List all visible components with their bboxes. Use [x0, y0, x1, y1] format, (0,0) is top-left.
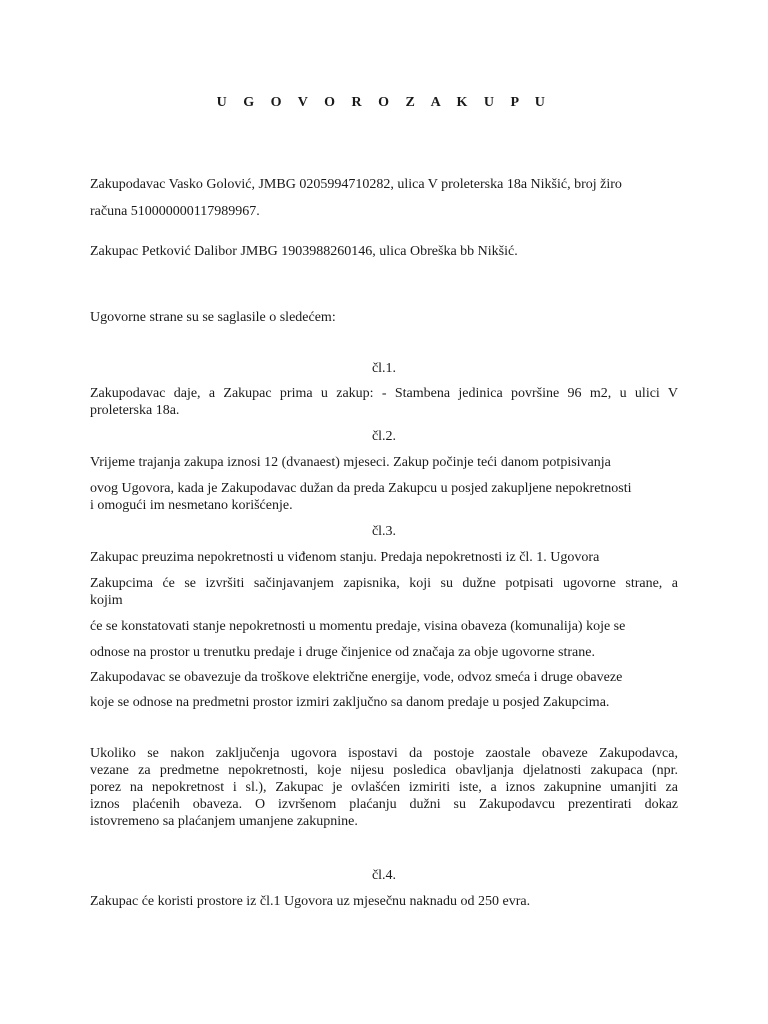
- article-1-line-1: Zakupodavac daje, a Zakupac prima u zakup: - Stambena jedinica površine 96 m2, u ulici V: [90, 386, 678, 401]
- obligations-line-3: porez na nepokretnost i sl.), Zakupac je ovlašćen izmiriti iste, a iznos zakupnine umanjiti za: [90, 780, 678, 795]
- article-4-line-1: Zakupac će koristi prostore iz čl.1 Ugovora uz mjesečnu naknadu od 250 evra.: [90, 894, 531, 909]
- obligations-line-4: iznos plaćenih obaveza. O izvršenom plaćanju dužni su Zakupodavcu prezentirati dokaz: [90, 797, 678, 812]
- article-3-line-1: Zakupac preuzima nepokretnosti u viđenom stanju. Predaja nepokretnosti iz čl. 1. Ugovora: [90, 550, 600, 565]
- article-3-line-6: Zakupodavac se obavezuje da troškove električne energije, vode, odvoz smeća i druge obaveze: [90, 670, 623, 685]
- article-1-line-2: proleterska 18a.: [90, 403, 180, 418]
- article-3-line-4: će se konstatovati stanje nepokretnosti u momentu predaje, visina obaveza (komunalija) koje se: [90, 619, 626, 634]
- article-2-heading: čl.2.: [371, 429, 397, 444]
- obligations-line-2: vezane za predmetne nepokretnosti, koje nijesu posledica obavljanja djelatnosti zakupaca (npr.: [90, 763, 678, 778]
- article-3-heading: čl.3.: [371, 524, 397, 539]
- contract-title: U G O V O R O Z A K U P U: [216, 95, 552, 110]
- article-2-line-3: i omogući im nesmetano korišćenje.: [90, 498, 293, 513]
- obligations-line-5: istovremeno sa plaćanjem umanjene zakupnine.: [90, 814, 358, 829]
- obligations-line-1: Ukoliko se nakon zaključenja ugovora ispostavi da postoje zaostale obaveze Zakupodavca,: [90, 746, 678, 761]
- article-1-heading: čl.1.: [371, 361, 397, 376]
- article-3-line-3: kojim: [90, 593, 123, 608]
- article-2-line-2: ovog Ugovora, kada je Zakupodavac dužan da preda Zakupcu u posjed zakupljene nepokretnosti: [90, 481, 632, 496]
- tenant-line: Zakupac Petković Dalibor JMBG 1903988260146, ulica Obreška bb Nikšić.: [90, 244, 518, 259]
- article-2-line-1: Vrijeme trajanja zakupa iznosi 12 (dvanaest) mjeseci. Zakup počinje teći danom potpisivanja: [90, 455, 611, 470]
- article-3-line-7: koje se odnose na predmetni prostor izmiri zaključno sa danom predaje u posjed Zakupcima.: [90, 695, 610, 710]
- article-3-line-2: Zakupcima će se izvršiti sačinjavanjem zapisnika, koji su dužne potpisati ugovorne strane, a: [90, 576, 678, 591]
- agreement-intro: Ugovorne strane su se saglasile o sledećem:: [90, 310, 336, 325]
- article-4-heading: čl.4.: [371, 868, 397, 883]
- landlord-line-2: računa 510000000117989967.: [90, 204, 260, 219]
- landlord-line-1: Zakupodavac Vasko Golović, JMBG 0205994710282, ulica V proleterska 18a Nikšić, broj žiro: [90, 177, 622, 192]
- article-3-line-5: odnose na prostor u trenutku predaje i druge činjenice od značaja za obje ugovorne strane.: [90, 645, 595, 660]
